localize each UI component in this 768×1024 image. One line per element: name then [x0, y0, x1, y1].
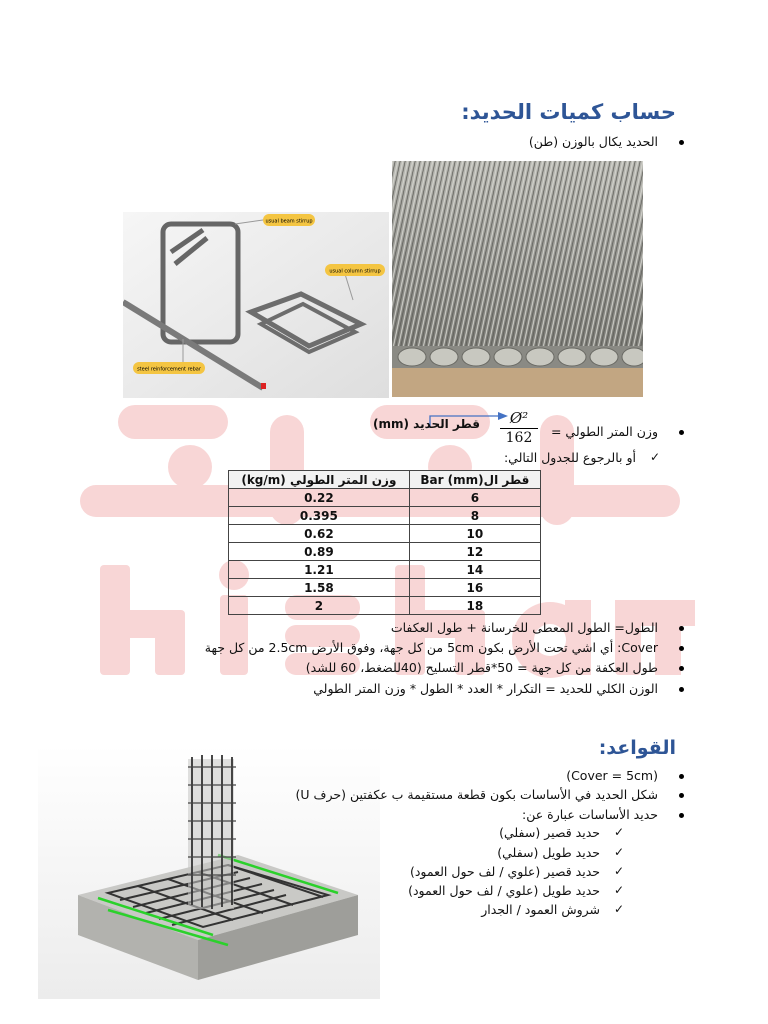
header-weight: وزن المتر الطولي (kg/m) — [229, 471, 410, 489]
table-ref-line — [503, 450, 660, 465]
note-hook — [306, 660, 658, 675]
rebar-bundles-photo — [392, 161, 643, 397]
table-row — [229, 525, 541, 543]
table-row — [229, 579, 541, 597]
table-row — [229, 561, 541, 579]
beam-stirrup-label: usual beam stirrup — [265, 218, 313, 225]
table-row — [229, 543, 541, 561]
note-cover — [205, 640, 658, 655]
check-text: حديد قصير (علوي / لف حول العمود) — [409, 864, 600, 879]
table-ref-text: أو بالرجوع للجدول التالي: — [503, 450, 636, 465]
check-item — [497, 845, 624, 860]
rebar-label: steel reinforcement rebar — [137, 366, 201, 373]
bullet-text: (Cover = 5cm) — [566, 768, 658, 783]
footing-bullet-cover — [566, 768, 658, 783]
bullet-dot — [679, 666, 684, 671]
checkmark-icon: ✓ — [613, 883, 624, 897]
formula-numerator: Ø² — [500, 409, 538, 429]
note-total-weight — [313, 681, 658, 696]
weight-cell: 2 — [229, 597, 410, 615]
table-row — [229, 489, 541, 507]
diameter-cell: 8 — [409, 507, 540, 525]
bullet-dot — [679, 774, 684, 779]
diameter-cell: 12 — [409, 543, 540, 561]
bullet-dot — [679, 140, 684, 145]
bullet-dot — [679, 626, 684, 631]
bullet-dot — [679, 687, 684, 692]
note-text: طول العكفة من كل جهة = 50*قطر التسليح (40للضغط، 60 للشد) — [305, 660, 658, 675]
bullet-dot — [679, 646, 684, 651]
diameter-cell: 10 — [409, 525, 540, 543]
bullet-dot — [679, 793, 684, 798]
check-item — [408, 883, 624, 898]
checkmark-icon: ✓ — [613, 845, 624, 859]
table-row — [229, 507, 541, 525]
check-text: شروش العمود / الجدار — [481, 902, 600, 917]
note-text: Cover: أي اشي تحت الأرض بكون 5cm من كل جهة، وفوق الأرض 2.5cm من كل جهة — [204, 640, 658, 655]
footing-bullet-shape — [296, 787, 659, 802]
section-title-footings: القواعد: — [598, 737, 676, 759]
weight-cell: 1.21 — [229, 561, 410, 579]
checkmark-icon: ✓ — [649, 450, 660, 464]
weight-cell: 0.62 — [229, 525, 410, 543]
note-length — [391, 620, 658, 635]
section-title-steel: حساب كميات الحديد: — [461, 100, 676, 124]
note-text: الطول= الطول المعطى للخرسانة + طول العكفات — [390, 620, 658, 635]
weight-cell: 0.395 — [229, 507, 410, 525]
bullet-text: شكل الحديد في الأساسات بكون قطعة مستقيمة ب عكفتين (حرف U) — [295, 787, 658, 802]
formula-label: وزن المتر الطولي = — [550, 424, 658, 439]
diameter-cell: 18 — [409, 597, 540, 615]
table-header-row — [229, 471, 541, 489]
formula-denominator: 162 — [505, 430, 533, 446]
check-item — [499, 825, 624, 840]
note-text: الوزن الكلي للحديد = التكرار * العدد * الطول * وزن المتر الطولي — [313, 681, 658, 696]
weight-cell: 0.22 — [229, 489, 410, 507]
table-row — [229, 597, 541, 615]
bullet-dot — [679, 430, 684, 435]
bullet-formula — [551, 424, 658, 439]
stirrups-photo — [123, 212, 389, 398]
bullet-text: الحديد يكال بالوزن (طن) — [528, 134, 658, 149]
diameter-cell: 6 — [409, 489, 540, 507]
check-text: حديد قصير (سفلي) — [499, 825, 600, 840]
header-diameter: قطر الBar (mm) — [409, 471, 540, 489]
check-item — [481, 902, 624, 917]
bullet-dot — [679, 813, 684, 818]
weight-cell: 0.89 — [229, 543, 410, 561]
formula-annotation: قطر الحديد (mm) — [373, 417, 480, 431]
checkmark-icon: ✓ — [613, 864, 624, 878]
column-stirrup-label: usual column stirrup — [329, 268, 381, 275]
bar-weight-table — [228, 470, 541, 615]
checkmark-icon: ✓ — [613, 825, 624, 839]
diameter-cell: 14 — [409, 561, 540, 579]
footing-render — [38, 745, 380, 999]
check-item — [409, 864, 624, 879]
check-text: حديد طويل (علوي / لف حول العمود) — [408, 883, 600, 898]
footing-bullet-types — [522, 807, 658, 822]
checkmark-icon: ✓ — [613, 902, 624, 916]
check-text: حديد طويل (سفلي) — [497, 845, 600, 860]
bullet-text: حديد الأساسات عبارة عن: — [522, 807, 658, 822]
weight-cell: 1.58 — [229, 579, 410, 597]
bullet-weight-unit — [529, 134, 658, 149]
diameter-cell: 16 — [409, 579, 540, 597]
